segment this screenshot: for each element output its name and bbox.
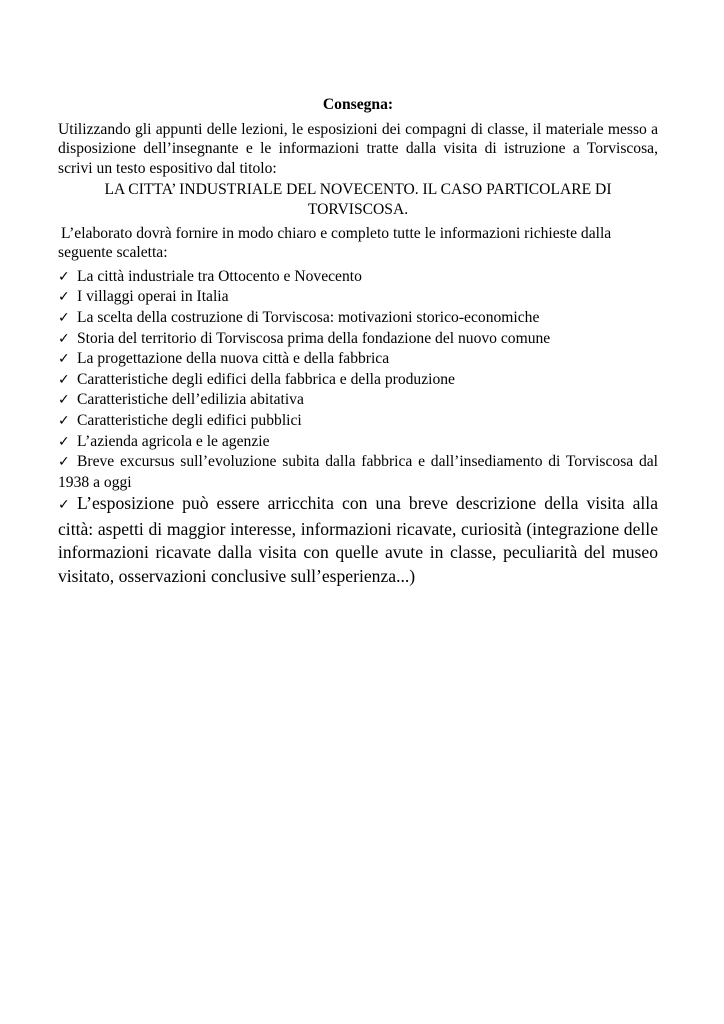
outline-checklist — [58, 267, 658, 588]
list-item — [58, 287, 658, 308]
document-page — [58, 95, 658, 588]
list-item-text: Breve excursus sull’evoluzione subita dalla fabbrica e dall’insediamento di Torviscosa dal 1938 a oggi — [58, 453, 658, 491]
checkmark-icon: ✓ — [58, 309, 70, 326]
checkmark-icon: ✓ — [58, 412, 70, 429]
checkmark-icon: ✓ — [58, 454, 70, 471]
list-item — [58, 329, 658, 350]
essay-title: LA CITTA’ INDUSTRIALE DEL NOVECENTO. IL CASO PARTICOLARE DI TORVISCOSA. — [104, 181, 612, 218]
list-item — [58, 432, 658, 453]
checkmark-icon: ✓ — [58, 497, 70, 514]
list-item — [58, 267, 658, 288]
checkmark-icon: ✓ — [58, 351, 70, 368]
checkmark-icon: ✓ — [58, 330, 70, 347]
checkmark-icon: ✓ — [58, 268, 70, 285]
list-item — [58, 349, 658, 370]
list-item — [58, 370, 658, 391]
list-item-text: Caratteristiche degli edifici pubblici — [77, 411, 302, 429]
list-item-text: I villaggi operai in Italia — [77, 288, 229, 306]
list-item-text: Caratteristiche dell’edilizia abitativa — [77, 391, 304, 409]
list-item-text: Caratteristiche degli edifici della fabbrica e della produzione — [77, 370, 455, 388]
list-item — [58, 411, 658, 432]
list-item-text: L’azienda agricola e le agenzie — [77, 432, 270, 450]
list-item — [58, 452, 658, 492]
list-item — [58, 390, 658, 411]
assignment-paragraph: Utilizzando gli appunti delle lezioni, le esposizioni dei compagni di classe, il materiale messo a disposizione dell’insegnante e le informazioni tratte dalla visita di istruzione a Torviscosa, scrivi un testo espositivo dal titolo: — [58, 120, 658, 177]
outline-intro: L’elaborato dovrà fornire in modo chiaro e completo tutte le informazioni richieste dalla seguente scaletta: — [58, 224, 612, 262]
checkmark-icon: ✓ — [58, 289, 70, 306]
list-item — [58, 308, 658, 329]
list-item-final — [58, 492, 658, 588]
checkmark-icon: ✓ — [58, 392, 70, 409]
list-item-text: La progettazione della nuova città e della fabbrica — [77, 350, 390, 368]
list-item-text: La scelta della costruzione di Torviscosa: motivazioni storico-economiche — [77, 308, 540, 326]
list-item-text: Storia del territorio di Torviscosa prima della fondazione del nuovo comune — [77, 329, 551, 347]
assignment-heading: Consegna: — [322, 96, 394, 113]
list-item-text: La città industriale tra Ottocento e Novecento — [77, 267, 362, 285]
list-item-text: L’esposizione può essere arricchita con una breve descrizione della visita alla città: aspetti di maggior interesse, informazioni ricavate, curiosità (integrazione delle informazioni ricavate dalla visita con quelle avute in classe, peculiarità del museo visitato, osservazioni conclusive sull’esperienza...) — [58, 493, 658, 586]
checkmark-icon: ✓ — [58, 433, 70, 450]
checkmark-icon: ✓ — [58, 371, 70, 388]
